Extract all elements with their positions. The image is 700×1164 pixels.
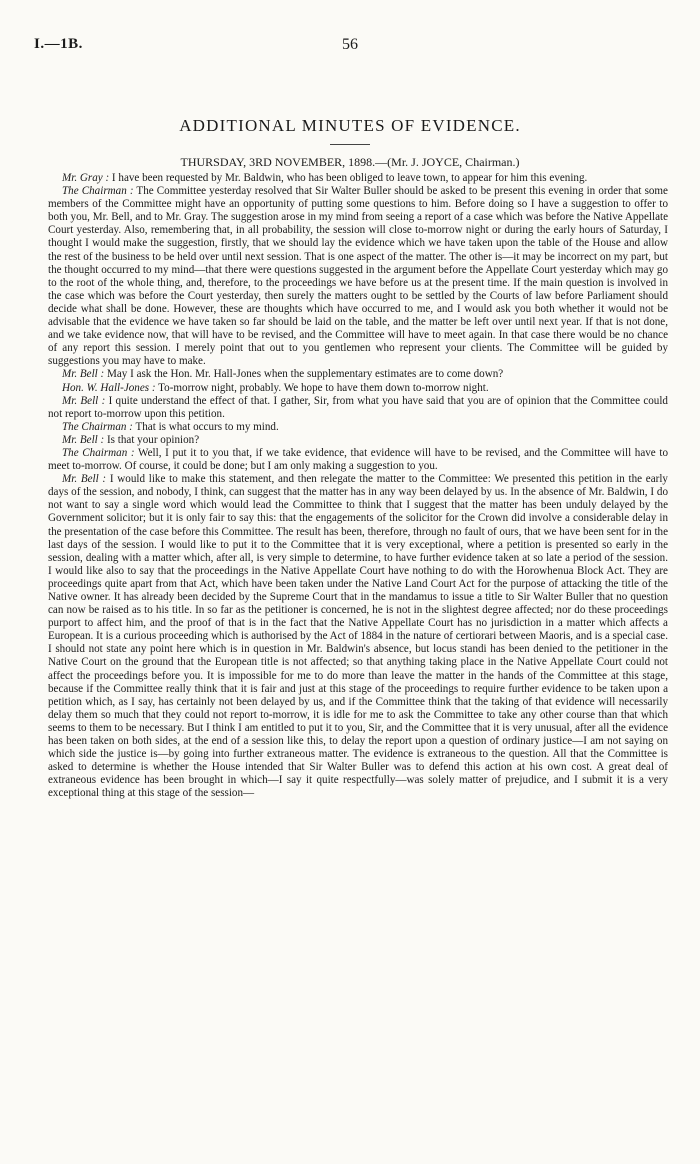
paragraph-text: I have been requested by Mr. Baldwin, who has been obliged to leave town, to appear for him this evening. (109, 172, 588, 184)
paragraph-text: That is what occurs to my mind. (132, 420, 279, 433)
paragraph (48, 185, 668, 368)
paragraph (48, 421, 668, 434)
speaker-name: The Chairman : (62, 446, 135, 459)
paragraph (48, 172, 668, 185)
speaker-name: Mr. Gray : (62, 172, 110, 184)
paragraph-text: The Committee yesterday resolved that Sir Walter Buller should be asked to be present this evening in order that some members of the Committee might have an opportunity of putting some questions to him. Before doing so I have a suggestion to offer to both you, Mr. Bell, and to Mr. Gray. The suggestion arose in my mind from seeing a report of a case which was before the Native Appellate Court yesterday. Also, remembering that, in all probability, the session will close to-morrow night or during the early hours of Saturday, I thought I would make the suggestion, firstly, that we should lay the evidence which we have taken upon the table of the House and allow the rest of the business to be held over until next session. That is one aspect of the matter. The other is—it may be incorrect on my part, but the thought occurred to my mind—that there were questions suggested in the argument before the Appellate Court yesterday which may go to the root of the whole thing, and, therefore, to the proceedings we have before us at the present time. If the main question is involved in the case which was before the Court yesterday, then surely the matters ought to be settled by the Courts of law before Parliament should decide what shall be done. However, these are thoughts which have occurred to me, and I would ask you both whether it would not be advisable that the evidence we have taken so far should be laid on the table, and the matter be left over until next year. If that is not done, and we take evidence now, that will have to be revised, and the Committee will have to meet again. In that case there would be no chance of any report this session. I merely point that out to you gentlemen who represent your clients. The Committee will be guided by suggestions you may have to make. (48, 185, 668, 368)
minutes-body (48, 172, 668, 801)
paragraph-text: I would like to make this statement, and then relegate the matter to the Committee: We presented this petition in the early days of the session, and nobody, I think, can suggest that the matter has in any way been delayed by us. In the absence of Mr. Baldwin, I do not want to say a single word which would lead the Committee to think that I suggest that the matter has been unduly delayed by the Government solicitor; but it is only fair to say this: that the engagements of the solicitor for the Crown did involve a considerable delay in the presentation of the case before this Committee. The result has been, therefore, through no fault of ours, that we have been sent for in the last days of the session. I would like to put it to the Committee that it is very exceptional, where a petition is presented so early in the session, dealing with a matter which, after all, is very simple to determine, to have further evidence taken at so late a period of the session. I would like also to say that the proceedings in the Native Appellate Court have nothing to do with the Horowhenua Block Act. They are proceedings quite apart from that Act, which have been taken under the Native Land Court Act for the purpose of attacking the title of the Native owner. It has already been decided by the Supreme Court that in the mandamus to issue a title to Sir Walter Buller that no question can now be raised as to his title. In so far as the petitioner is concerned, he is not in the slightest degree affected; nor do these proceedings purport to affect him, and the proof of that is in the fact that the Native Appellate Court has no jurisdiction in a matter which affects a European. It is a curious proceeding which is authorised by the Act of 1884 in the nature of certiorari between Maoris, and is a special case. I should not state any point here which is in question in Mr. Baldwin's absence, but locus standi has been denied to the petitioner in the Native Court on the ground that the European title is not affected; so that anything taking place in the Native Appellate Court could not affect the proceedings before you. It is impossible for me to do more than leave the matter in the hands of the Committee at this stage, because if the Committee really think that it is fair and just at this stage of the proceedings to require further evidence to be taken upon a petition which, as I say, has certainly not been delayed by us, and if the Committee think that the taking of that evidence will necessarily delay them so much that they could not report to-morrow, it is idle for me to ask the Committee to take any other course than that which seems to them to be necessary. But I think I am entitled to put it to you, Sir, and the Committee that it is very unusual, after all the evidence has been taken on both sides, at the end of a session like this, to delay the report upon a question of ordinary justice—I am not saying on which side the justice is—by going into further extraneous matter. The evidence is extraneous to the question. All that the Committee is asked to determine is whether the House intended that Sir Walter Buller was to defend this action at his own cost. A great deal of extraneous evidence has been brought in which—I say it quite respectfully—was solely matter of prejudice, and I submit it is a very exceptional thing at this stage of the session— (48, 473, 668, 800)
paragraph (48, 368, 668, 381)
dateline: THURSDAY, 3RD NOVEMBER, 1898.—(Mr. J. JOYCE, Chairman.) (180, 155, 520, 169)
title-divider (330, 144, 370, 145)
paragraph (48, 473, 668, 800)
speaker-name: Mr. Bell : (62, 394, 106, 407)
paragraph-text: Is that your opinion? (104, 433, 200, 446)
speaker-name: The Chairman : (62, 420, 133, 433)
paragraph (48, 447, 668, 473)
paragraph-text: May I ask the Hon. Mr. Hall-Jones when the supplementary estimates are to come down? (104, 368, 504, 381)
paragraph (48, 382, 668, 395)
speaker-name: Hon. W. Hall-Jones : (62, 381, 156, 394)
paragraph (48, 395, 668, 421)
report-code: I.—1B. (34, 36, 83, 52)
paragraph-text: I quite understand the effect of that. I gather, Sir, from what you have said that you are of opinion that the Committee could not report to-morrow upon this petition. (48, 394, 668, 420)
paragraph-text: To-morrow night, probably. We hope to have them down to-morrow night. (155, 381, 489, 394)
paragraph (48, 434, 668, 447)
speaker-name: Mr. Bell : (62, 433, 105, 446)
section-title: ADDITIONAL MINUTES OF EVIDENCE. (179, 116, 521, 135)
speaker-name: The Chairman : (62, 185, 134, 198)
speaker-name: Mr. Bell : (62, 473, 107, 486)
page-number: 56 (342, 36, 358, 53)
speaker-name: Mr. Bell : (62, 368, 105, 381)
paragraph-text: Well, I put it to you that, if we take evidence, that evidence will have to be revised, and the Committee will have to meet to-morrow. Of course, it could be done; but I am only making a suggestion to you. (48, 446, 668, 473)
